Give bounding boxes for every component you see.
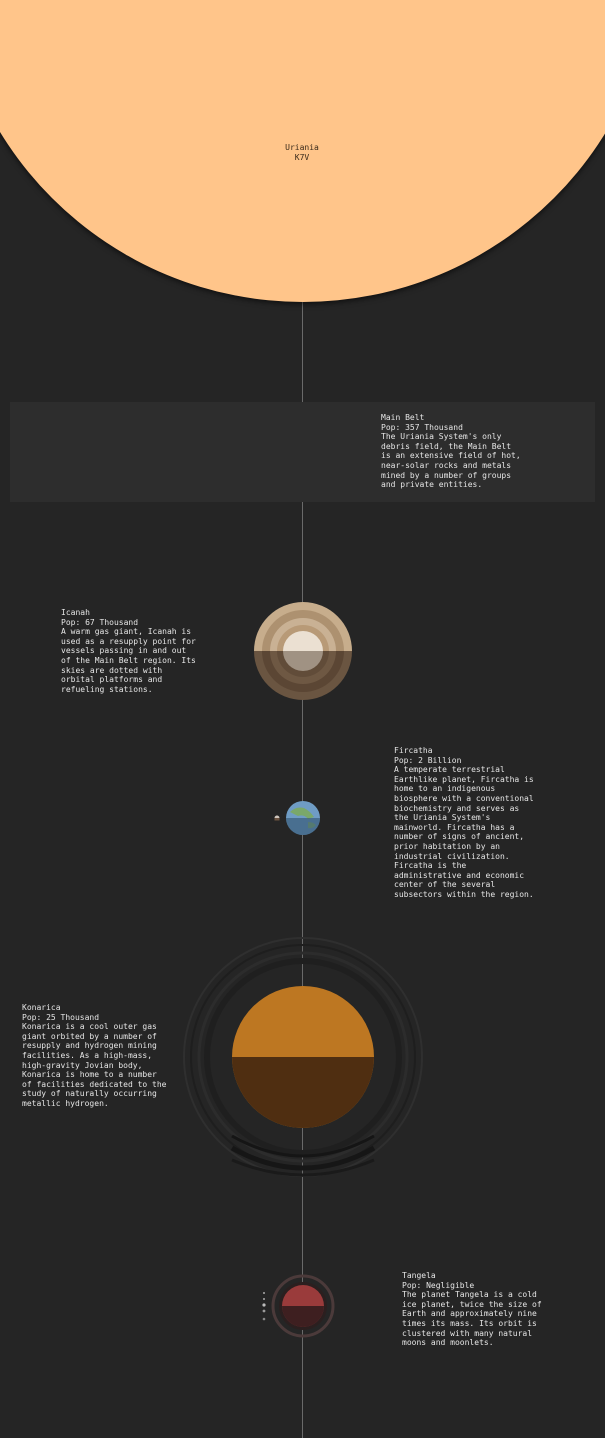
star-label	[262, 143, 342, 162]
body-description: A warm gas giant, Icanah is used as a resupply point for vessels passing in and out of the Main Belt region. Its skies are dotted with orbital platforms and refueling stations.	[61, 627, 196, 694]
body-population: Pop: 25 Thousand	[22, 1012, 100, 1022]
body-name: Tangela	[402, 1271, 436, 1280]
body-name: Fircatha	[394, 746, 433, 755]
tangela-info	[402, 1271, 542, 1348]
body-description: Konarica is a cool outer gas giant orbited by a number of resupply and hydrogen mining facilities. As a high-mass, high-gravity Jovian body, Konarica is home to a number of facilities dedicated to the study of naturally occurring metallic hydrogen.	[22, 1022, 167, 1108]
body-population: Pop: Negligible	[402, 1280, 475, 1290]
star-name: Uriania	[285, 143, 319, 152]
body-description: The planet Tangela is a cold ice planet, twice the size of Earth and approximately nine times its mass. Its orbit is clustered with many natural moons and moonlets.	[402, 1290, 542, 1348]
body-name: Konarica	[22, 1003, 61, 1012]
body-population: Pop: 67 Thousand	[61, 617, 139, 627]
star-class: K7V	[294, 152, 310, 162]
body-description: A temperate terrestrial Earthlike planet, Fircatha is home to an indigenous biosphere with a conventional biochemistry and serves as the Uriania System's mainworld. Fircatha has a number of signs of ancient, prior habitation by an industrial civilization. Fircatha is the administrative and economic center of the several subsectors within the region.	[394, 765, 534, 899]
fircatha-info	[394, 746, 536, 900]
konarica-info	[22, 1003, 167, 1109]
planet-tangela[interactable]	[255, 1272, 337, 1340]
body-population: Pop: 2 Billion	[394, 755, 462, 765]
planet-icanah[interactable]	[250, 598, 356, 704]
body-population: Pop: 357 Thousand	[381, 422, 463, 432]
body-description: The Uriania System's only debris field, the Main Belt is an extensive field of hot, near-solar rocks and metals mined by a number of groups and private entities.	[381, 432, 521, 490]
icanah-info	[61, 608, 196, 694]
main-belt-info	[381, 413, 521, 490]
planet-fircatha[interactable]	[270, 798, 324, 838]
body-name: Main Belt	[381, 413, 425, 422]
planet-konarica[interactable]	[182, 936, 424, 1178]
body-name: Icanah	[61, 608, 90, 617]
